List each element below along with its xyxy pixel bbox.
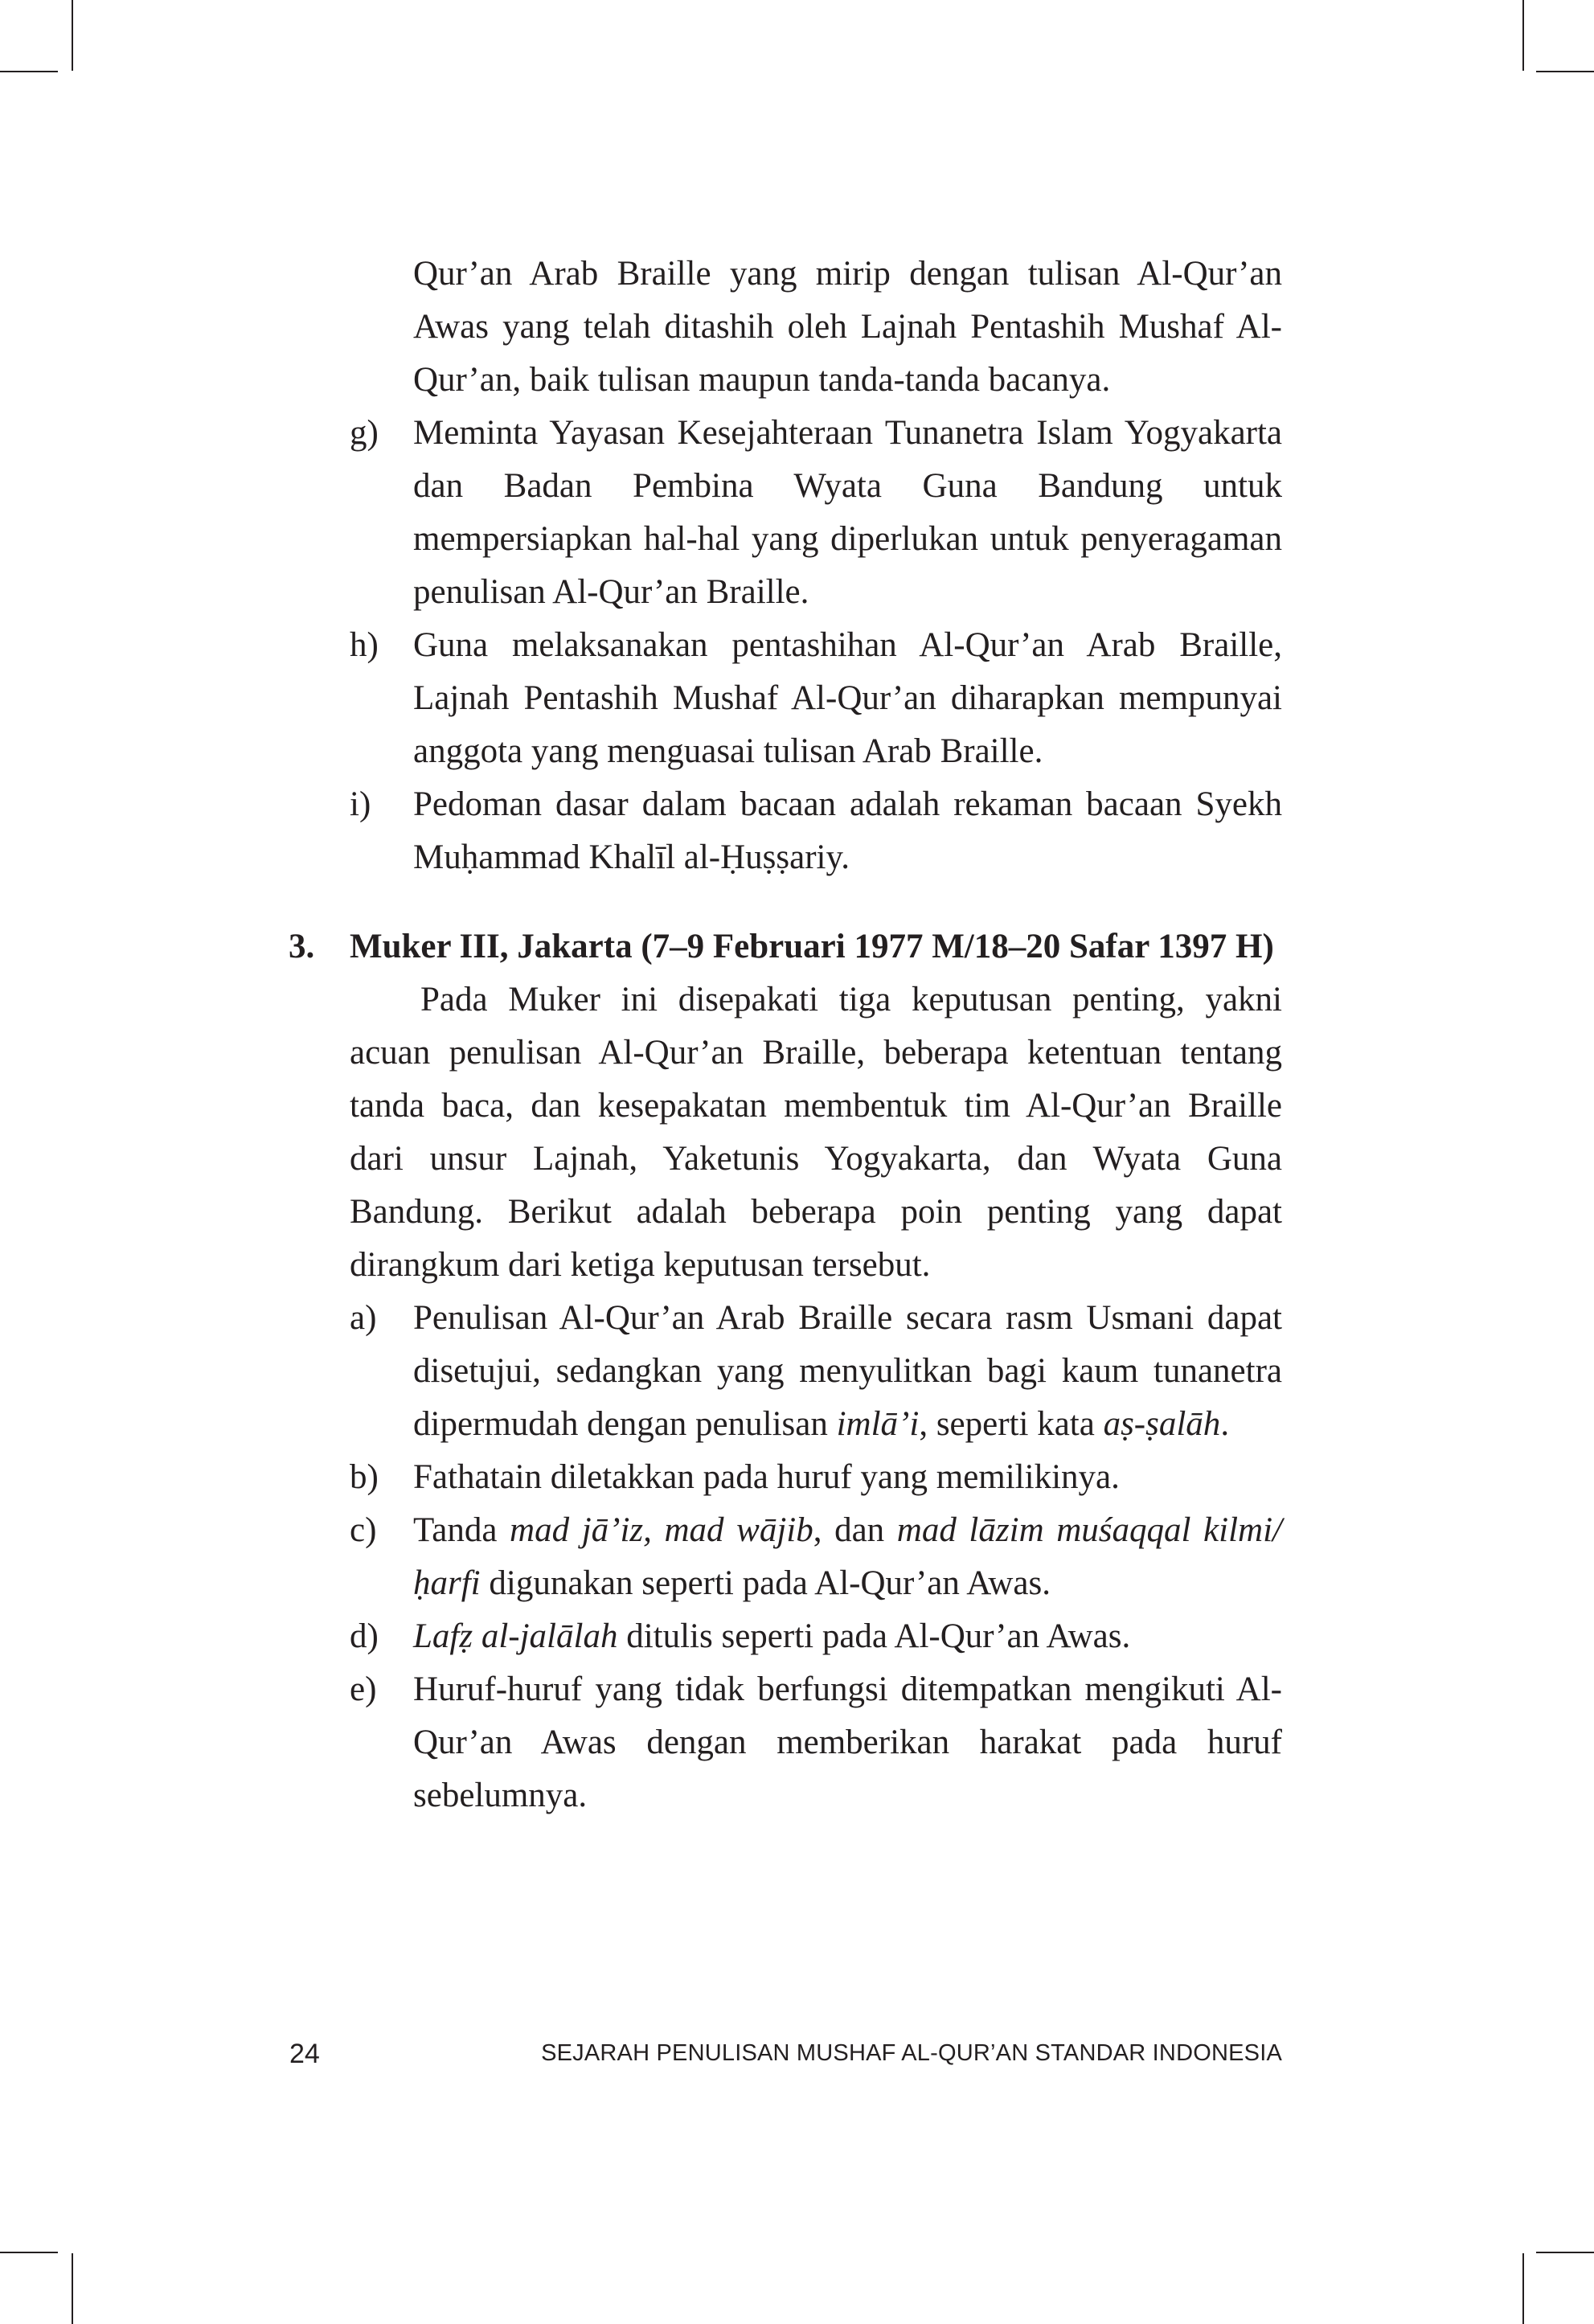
list-item-text: Guna melaksanakan pentashihan Al-Qur’an Arab Braille, Lajnah Pentashih Mushaf Al-Qur’an diharapkan mempunyai anggota yang menguasai tulisan Arab Braille.	[413, 626, 1282, 770]
crop-mark	[1522, 0, 1524, 71]
crop-mark	[1536, 2252, 1594, 2253]
list-item-text: Pedoman dasar dalam bacaan adalah rekaman bacaan Syekh Muḥammad Khalīl al-Ḥuṣṣariy.	[413, 785, 1282, 876]
list-item-text: Meminta Yayasan Kesejahteraan Tunanetra Islam Yogyakarta dan Badan Pembina Wyata Guna Bandung untuk mempersiapkan hal-hal yang diperlukan untuk penyeragaman penulisan Al-Qur’an Braille.	[413, 414, 1282, 611]
list-item-text: Fathatain diletakkan pada huruf yang memilikinya.	[413, 1458, 1120, 1496]
list-marker: g)	[350, 414, 379, 452]
list-marker: c)	[350, 1511, 377, 1549]
list-item-text: Lafẓ al-jalālah ditulis seperti pada Al-Qur’an Awas.	[413, 1617, 1131, 1655]
list-marker: e)	[350, 1670, 377, 1708]
list-item-text: Huruf-huruf yang tidak berfungsi ditempatkan mengikuti Al-Qur’an Awas dengan memberikan harakat pada huruf sebelumnya.	[413, 1670, 1282, 1814]
running-title: SEJARAH PENULISAN MUSHAF AL-QUR’AN STANDAR INDONESIA	[541, 2040, 1282, 2066]
list-item-h	[350, 619, 1282, 778]
crop-mark	[0, 71, 58, 72]
list-item-c	[350, 1504, 1282, 1610]
list-item-b	[350, 1451, 1282, 1504]
list-marker: d)	[350, 1617, 379, 1655]
list-item-d	[350, 1610, 1282, 1663]
continued-item-text: Qur’an Arab Braille yang mirip dengan tulisan Al-Qur’an Awas yang telah ditashih oleh Lajnah Pentashih Mushaf Al-Qur’an, baik tulisan maupun tanda-tanda bacanya.	[413, 255, 1282, 399]
section-title: Muker III, Jakarta (7–9 Februari 1977 M/18–20 Safar 1397 H)	[350, 928, 1274, 965]
section-heading	[289, 920, 1282, 973]
page-number: 24	[289, 2039, 320, 2069]
list-marker: h)	[350, 626, 379, 664]
crop-mark	[1536, 71, 1594, 72]
list-item-i	[350, 778, 1282, 884]
list-marker: a)	[350, 1299, 377, 1337]
list-marker: b)	[350, 1458, 379, 1496]
list-item-a	[350, 1292, 1282, 1451]
body-text	[289, 248, 1282, 1822]
crop-mark	[72, 2253, 73, 2324]
list-item-g	[350, 407, 1282, 619]
page-footer	[289, 2039, 1282, 2071]
crop-mark	[72, 0, 73, 71]
list-item-text: Penulisan Al-Qur’an Arab Braille secara rasm Usmani dapat disetujui, sedangkan yang menyulitkan bagi kaum tunanetra dipermudah dengan penulisan imlā’i, seperti kata aṣ-ṣalāh.	[413, 1299, 1282, 1443]
list-marker: i)	[350, 785, 371, 823]
list-item-text: Tanda mad jā’iz, mad wājib, dan mad lāzim muśaqqal kilmi/ḥarfi digunakan seperti pada Al-Qur’an Awas.	[413, 1511, 1282, 1602]
crop-mark	[1522, 2253, 1524, 2324]
section-paragraph: Pada Muker ini disepakati tiga keputusan penting, yakni acuan penulisan Al-Qur’an Braille, beberapa ketentuan tentang tanda baca, dan kesepakatan membentuk tim Al-Qur’an Braille dari unsur Lajnah, Yaketunis Yogyakarta, dan Wyata Guna Bandung. Berikut adalah beberapa poin penting yang dapat dirangkum dari ketiga keputusan tersebut.	[350, 981, 1282, 1284]
list-item-e	[350, 1663, 1282, 1822]
section-number: 3.	[289, 928, 315, 965]
crop-mark	[0, 2252, 58, 2253]
